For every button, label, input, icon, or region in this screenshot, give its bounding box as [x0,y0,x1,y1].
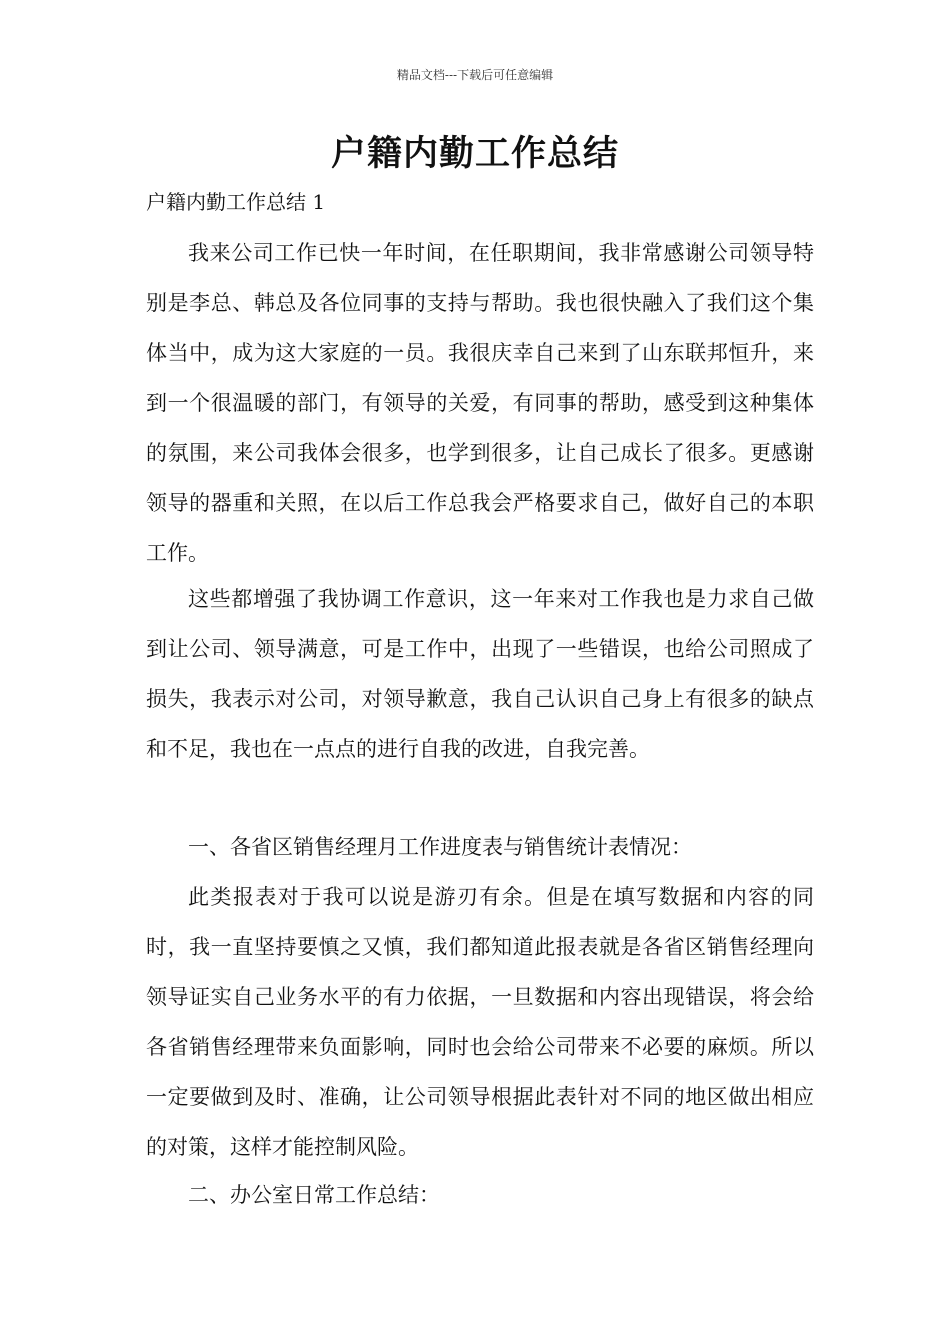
paragraph-reflection: 这些都增强了我协调工作意识，这一年来对工作我也是力求自己做到让公司、领导满意，可是工作中，出现了一些错误，也给公司照成了损失，我表示对公司，对领导歉意，我自己认识自己身上有很多的缺点和不足，我也在一点点的进行自我的改进，自我完善。 [146,587,814,761]
document-title: 户籍内勤工作总结 [330,134,619,174]
document-subtitle: 户籍内勤工作总结 1 [146,190,326,214]
page-header: 精品文档---下载后可任意编辑 [396,68,554,82]
section-heading-1: 一、各省区销售经理月工作进度表与销售统计表情况： [188,835,692,859]
paragraph-section-1: 此类报表对于我可以说是游刃有余。但是在填写数据和内容的同时，我一直坚持要慎之又慎，我们都知道此报表就是各省区销售经理向领导证实自己业务水平的有力依据，一旦数据和内容出现错误，将会给各省销售经理带来负面影响，同时也会给公司带来不必要的麻烦。所以一定要做到及时、准确，让公司领导根据此表针对不同的地区做出相应的对策，这样才能控制风险。 [146,885,814,1159]
section-heading-2: 二、办公室日常工作总结： [188,1183,440,1207]
paragraph-intro: 我来公司工作已快一年时间，在任职期间，我非常感谢公司领导特别是李总、韩总及各位同事的支持与帮助。我也很快融入了我们这个集体当中，成为这大家庭的一员。我很庆幸自己来到了山东联邦恒升，来到一个很温暖的部门，有领导的关爱，有同事的帮助，感受到这种集体的氛围，来公司我体会很多，也学到很多，让自己成长了很多。更感谢领导的器重和关照，在以后工作总我会严格要求自己，做好自己的本职工作。 [146,241,814,565]
